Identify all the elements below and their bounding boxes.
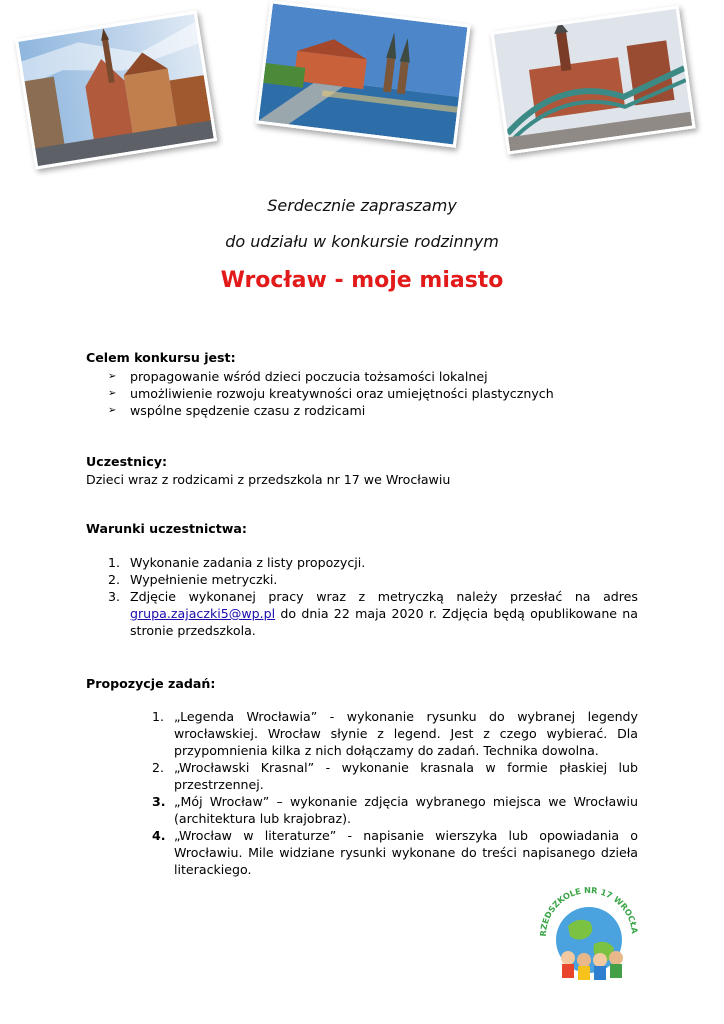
email-link[interactable]: grupa.zajaczki5@wp.pl	[130, 606, 276, 621]
list-item: ➢ wspólne spędzenie czasu z rodzicami	[108, 403, 366, 418]
contest-title: Wrocław - moje miasto	[220, 268, 504, 293]
town-hall-photo	[15, 10, 217, 169]
invite-line-1: Serdecznie zapraszamy	[267, 196, 457, 215]
list-item: 2. Wypełnienie metryczki.	[108, 572, 278, 587]
participants-heading: Uczestnicy:	[86, 454, 168, 469]
participants-text: Dzieci wraz z rodzicami z przedszkola nr 17 we Wrocławiu	[86, 472, 451, 487]
cathedral-island-photo	[255, 0, 471, 148]
list-item: 2. „Wrocławski Krasnal” - wykonanie krasnala w formie płaskiej lub przestrzennej.	[152, 760, 638, 792]
logo-text: RZEDSZKOLE NR 17 WROCŁA	[537, 884, 640, 937]
list-item: 1. „Legenda Wrocławia” - wykonanie rysunku do wybranej legendy wrocławskiej. Wrocław słynie z legend. Jest z czego wybierać. Dla przypomnienia kilka z nich dołączamy do zadań. Technika dowolna.	[152, 709, 638, 758]
goals-heading: Celem konkursu jest:	[86, 350, 236, 365]
goals-list	[108, 368, 554, 419]
arrow-bullet-icon: ➢	[108, 388, 117, 399]
kindergarten-logo	[532, 878, 646, 988]
list-item: 3. „Mój Wrocław” – wykonanie zdjęcia wybranego miejsca we Wrocławiu (architektura lub krajobraz).	[152, 794, 638, 826]
conditions-heading: Warunki uczestnictwa:	[86, 521, 247, 536]
arrow-bullet-icon: ➢	[108, 405, 117, 416]
tasks-heading: Propozycje zadań:	[86, 676, 216, 691]
conditions-list	[108, 554, 638, 639]
list-item: 4. „Wrocław w literaturze” - napisanie wierszyka lub opowiadania o Wrocławiu. Mile widziane rysunki wykonane do treści napisanego dzieła literackiego.	[152, 828, 638, 877]
tumski-bridge-photo	[490, 5, 695, 154]
tasks-list	[152, 708, 638, 878]
invite-line-2: do udziału w konkursie rodzinnym	[225, 232, 499, 251]
arrow-bullet-icon: ➢	[108, 371, 117, 382]
list-item: ➢ umożliwienie rozwoju kreatywności oraz umiejętności plastycznych	[108, 386, 554, 401]
list-item: 1. Wykonanie zadania z listy propozycji.	[108, 555, 366, 570]
list-item: ➢ propagowanie wśród dzieci poczucia tożsamości lokalnej	[108, 369, 488, 384]
list-item: 3. Zdjęcie wykonanej pracy wraz z metryczką należy przesłać na adres grupa.zajaczki5@wp.pl do dnia 22 maja 2020 r. Zdjęcia będą opublikowane na stronie przedszkola.	[108, 589, 638, 638]
